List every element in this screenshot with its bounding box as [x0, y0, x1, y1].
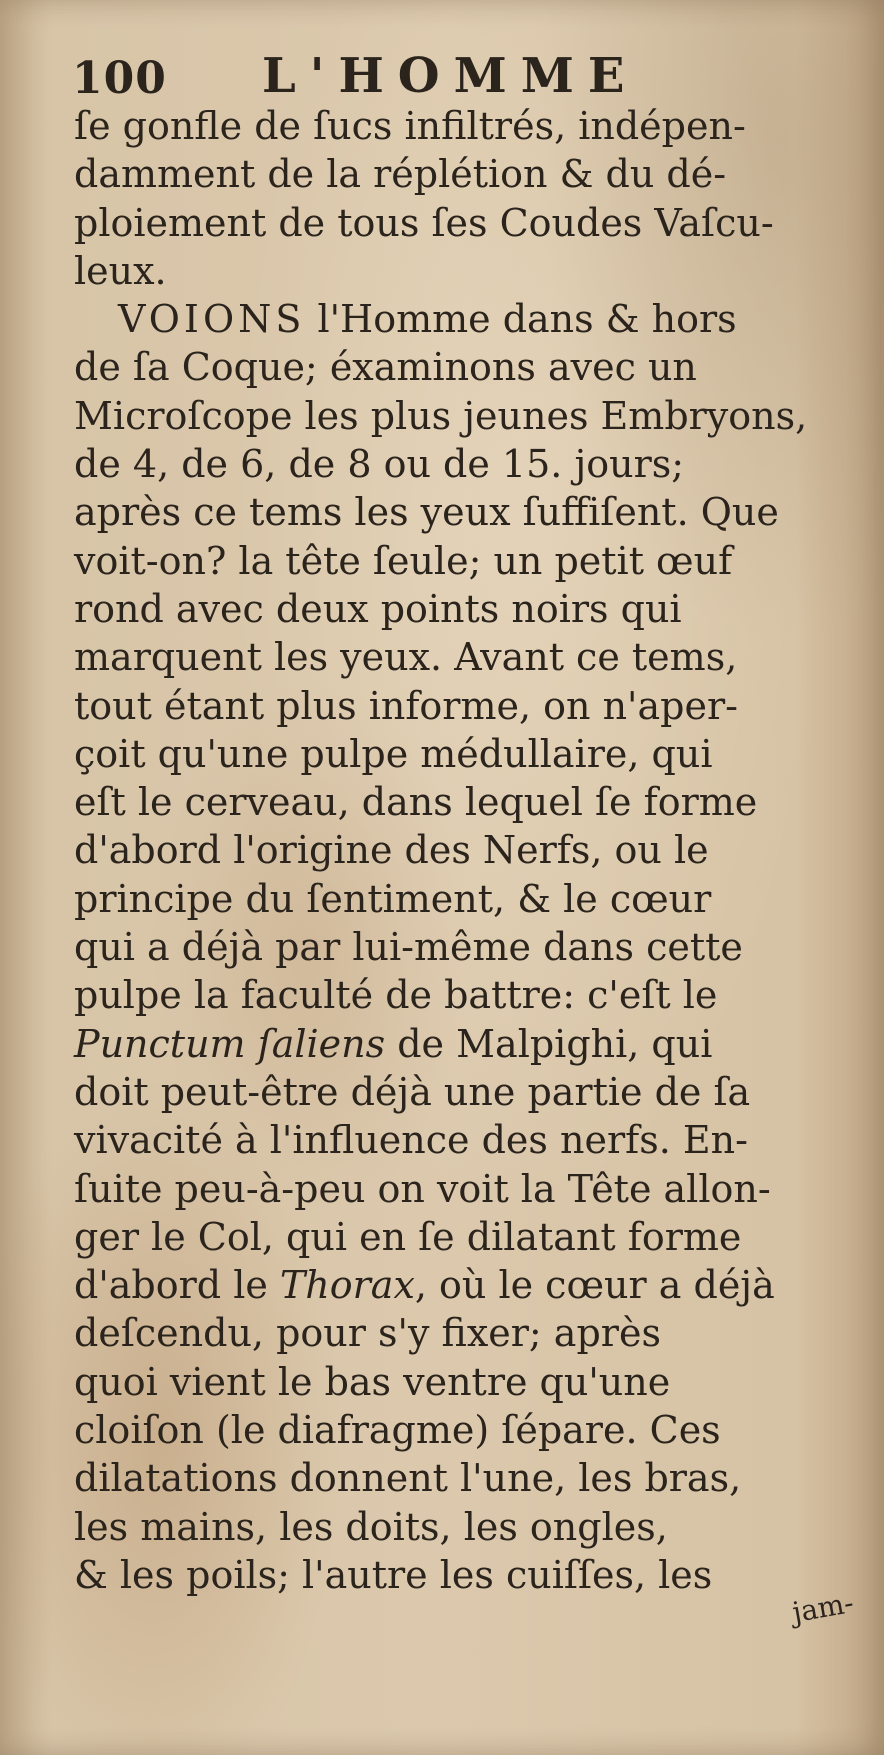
text-line [74, 730, 864, 778]
line-text: quoi vient le bas ventre qu'une [74, 1359, 671, 1404]
text-line [74, 1116, 864, 1164]
catchword-line [74, 1586, 864, 1647]
body-text [74, 102, 864, 1648]
line-text: marquent les yeux. Avant ce tems, [74, 635, 738, 680]
text-line [74, 1358, 864, 1406]
line-text: principe du ſentiment, & le cœur [74, 876, 712, 921]
latin-term: Thorax [279, 1263, 415, 1308]
text-line [74, 150, 864, 198]
text-line [74, 537, 864, 585]
line-text: qui a déjà par lui-même dans cette [74, 925, 743, 970]
line-text-rest: de Malpighi, qui [385, 1021, 713, 1066]
running-title: L'HOMME [262, 48, 639, 104]
line-text: d'abord l'origine des Nerfs, ou le [74, 828, 709, 873]
text-line [74, 923, 864, 971]
text-line [74, 199, 864, 247]
text-line [74, 1261, 864, 1309]
line-text: Microſcope les plus jeunes Embryons, [74, 393, 808, 438]
latin-term: Punctum ſaliens [74, 1021, 386, 1066]
paragraph-lead-word: VOIONS [118, 297, 306, 342]
text-line [74, 392, 864, 440]
line-text: ſe gonfle de ſucs infiltrés, indépen- [74, 104, 746, 148]
line-text: eſt le cerveau, dans lequel ſe forme [74, 780, 758, 825]
line-text: de 4, de 6, de 8 ou de 15. jours; [74, 442, 685, 487]
line-text: après ce tems les yeux ſuffiſent. Que [74, 490, 779, 535]
line-text-rest: , où le cœur a déjà [414, 1263, 775, 1308]
text-line [74, 247, 864, 295]
text-line [74, 1020, 864, 1068]
text-line [74, 488, 864, 536]
text-line [74, 1406, 864, 1454]
line-text [74, 295, 737, 343]
catchword: jam- [789, 1586, 856, 1630]
line-text: voit-on? la tête ſeule; un petit œuf [74, 538, 733, 583]
text-line [74, 1165, 864, 1213]
text-line [74, 778, 864, 826]
line-text: les mains, les doits, les ongles, [74, 1504, 668, 1549]
line-text: ger le Col, qui en ſe dilatant forme [74, 1214, 742, 1259]
line-text: & les poils; l'autre les cuiſſes, les [74, 1552, 713, 1597]
line-text-start: d'abord le [74, 1263, 280, 1308]
text-line [74, 971, 864, 1019]
line-text: deſcendu, pour s'y fixer; après [74, 1311, 661, 1356]
page-header [72, 34, 832, 104]
line-text: ſuite peu-à-peu on voit la Tête allon- [74, 1166, 771, 1211]
line-text: rond avec deux points noirs qui [74, 586, 682, 631]
line-text: tout étant plus informe, on n'aper- [74, 683, 738, 728]
line-text: ploiement de tous ſes Coudes Vaſcu- [74, 200, 774, 245]
line-text-rest: l'Homme dans & hors [305, 297, 737, 342]
page-number: 100 [72, 53, 167, 104]
line-text [74, 1261, 775, 1309]
line-text: pulpe la faculté de battre: c'eſt le [74, 973, 718, 1018]
text-line [74, 585, 864, 633]
text-line [74, 343, 864, 391]
text-line [74, 1454, 864, 1502]
line-text: leux. [74, 248, 167, 293]
line-text: damment de la réplétion & du dé- [74, 152, 727, 197]
text-line [74, 682, 864, 730]
line-text: vivacité à l'influence des nerfs. En- [74, 1118, 748, 1163]
text-line [74, 1503, 864, 1551]
text-line [74, 633, 864, 681]
line-text [74, 1020, 712, 1068]
text-line [74, 1551, 864, 1599]
paragraph-start-line [74, 295, 864, 343]
line-text: cloiſon (le diafragme) ſépare. Ces [74, 1408, 721, 1453]
text-line [74, 1213, 864, 1261]
line-text: doit peut-être déjà une partie de ſa [74, 1069, 751, 1114]
text-line [74, 1068, 864, 1116]
line-text: çoit qu'une pulpe médullaire, qui [74, 731, 713, 776]
text-line [74, 875, 864, 923]
text-line [74, 826, 864, 874]
text-line [74, 102, 864, 150]
text-line [74, 440, 864, 488]
line-text: dilatations donnent l'une, les bras, [74, 1456, 742, 1501]
text-line [74, 1309, 864, 1357]
line-text: de ſa Coque; éxaminons avec un [74, 345, 697, 390]
